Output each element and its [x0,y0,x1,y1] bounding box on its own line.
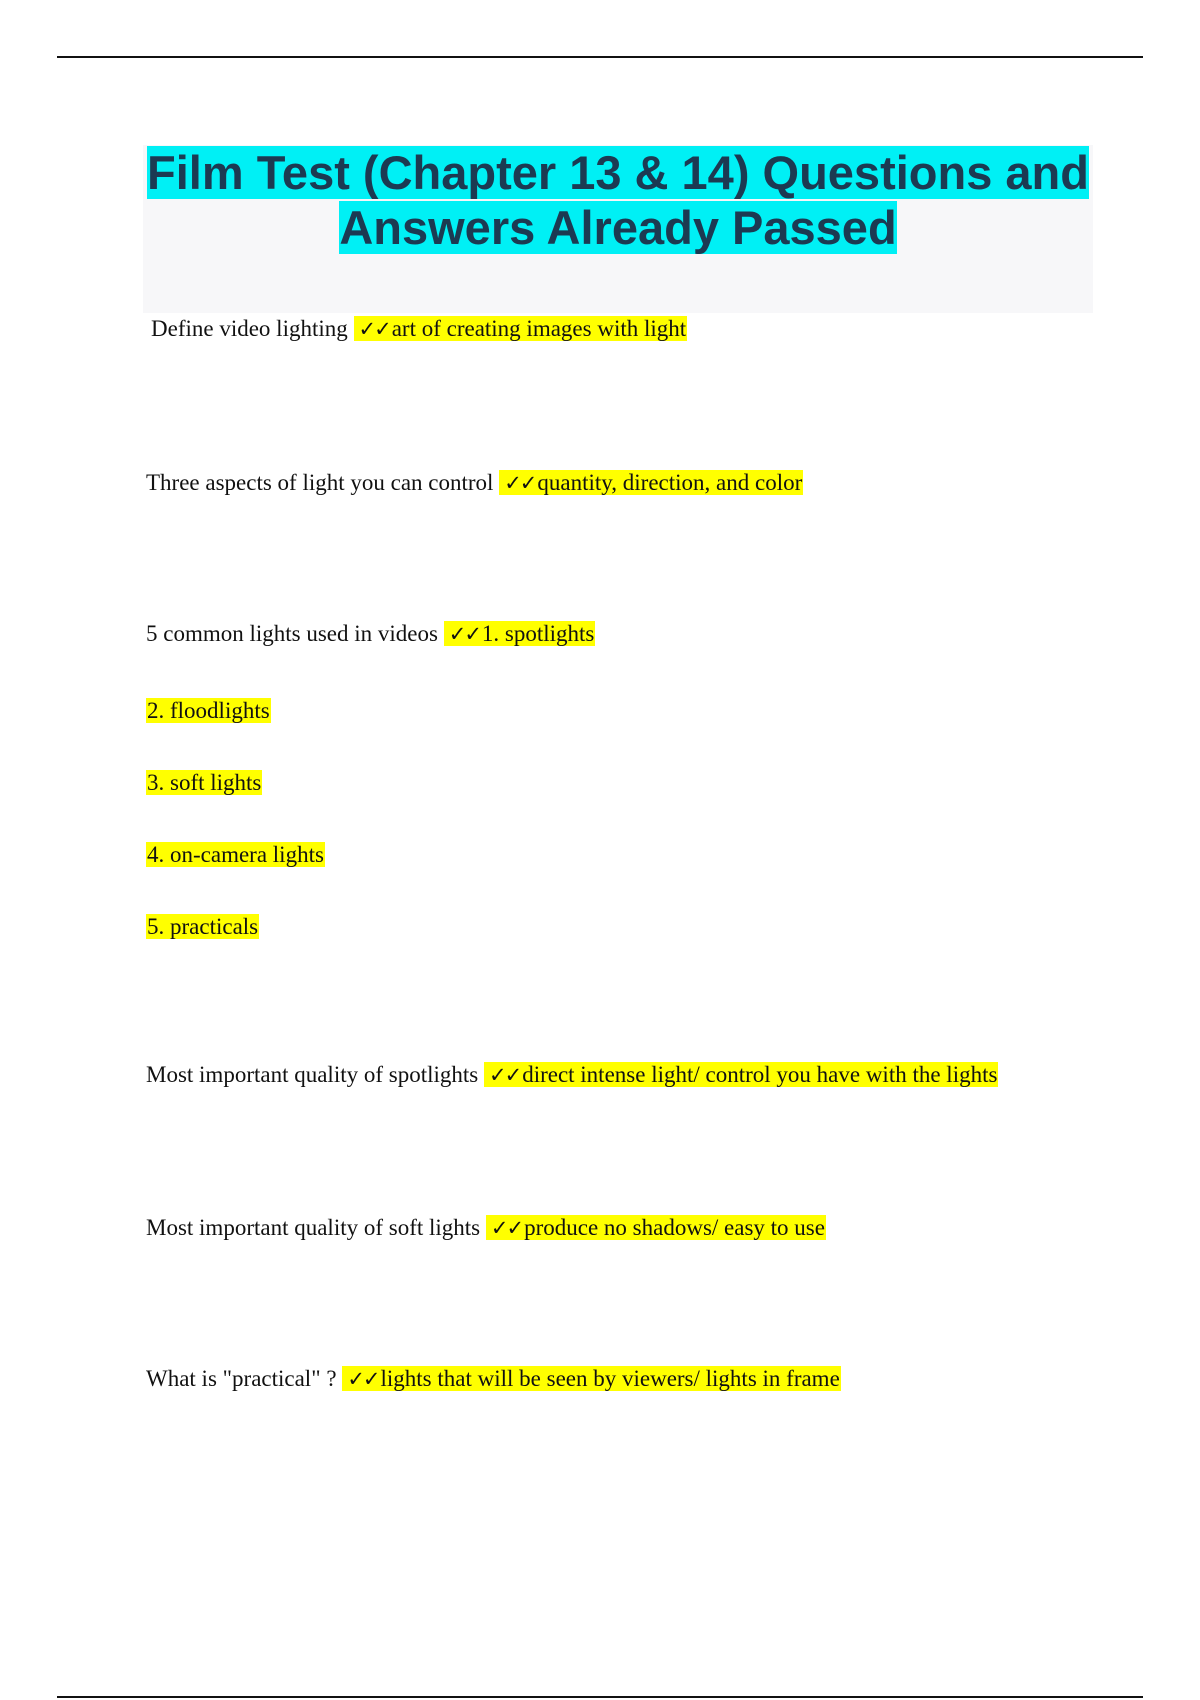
answer-text: 1. spotlights [481,621,595,646]
qa-item-1 [151,314,687,344]
answer-highlight [444,621,596,646]
answer-highlight [486,1215,826,1240]
qa-item-6 [146,1364,841,1394]
qa-item-5 [146,1213,826,1243]
answer-text: 2. floodlights [147,698,270,723]
qa-item-3 [146,619,595,649]
answer-text: art of creating images with light [391,316,687,341]
list-item [146,840,325,870]
answer-text: direct intense light/ control you have with the lights [522,1062,998,1087]
answer-highlight [499,470,803,495]
double-check-icon: ✓✓ [504,471,536,495]
answer-text: 4. on-camera lights [147,842,324,867]
question-text: Most important quality of soft lights [146,1215,481,1240]
title-block [143,145,1093,313]
list-item [146,696,271,726]
bottom-rule [57,1696,1143,1698]
answer-text: 5. practicals [147,914,259,939]
question-text: Most important quality of spotlights [146,1062,479,1087]
double-check-icon: ✓✓ [488,1063,521,1087]
document-title: Film Test (Chapter 13 & 14) Questions and Answers Already Passed [147,146,1089,254]
question-text: 5 common lights used in videos [146,621,438,646]
question-text: What is "practical" ? [146,1366,337,1391]
answer-text: lights that will be seen by viewers/ lights in frame [380,1366,840,1391]
top-rule [57,56,1143,58]
double-check-icon: ✓✓ [358,317,390,341]
qa-item-2 [146,468,803,498]
answer-highlight [342,1366,840,1391]
answer-text: 3. soft lights [147,770,262,795]
qa-item-4 [146,1060,998,1090]
double-check-icon: ✓✓ [448,622,480,646]
list-item [146,912,259,942]
double-check-icon: ✓✓ [490,1216,523,1240]
answer-highlight [354,316,688,341]
list-item [146,768,262,798]
answer-text: quantity, direction, and color [537,470,803,495]
answer-highlight [484,1062,998,1087]
double-check-icon: ✓✓ [347,1367,379,1391]
question-text: Three aspects of light you can control [146,470,494,495]
question-text: Define video lighting [151,316,348,341]
answer-text: produce no shadows/ easy to use [524,1215,825,1240]
